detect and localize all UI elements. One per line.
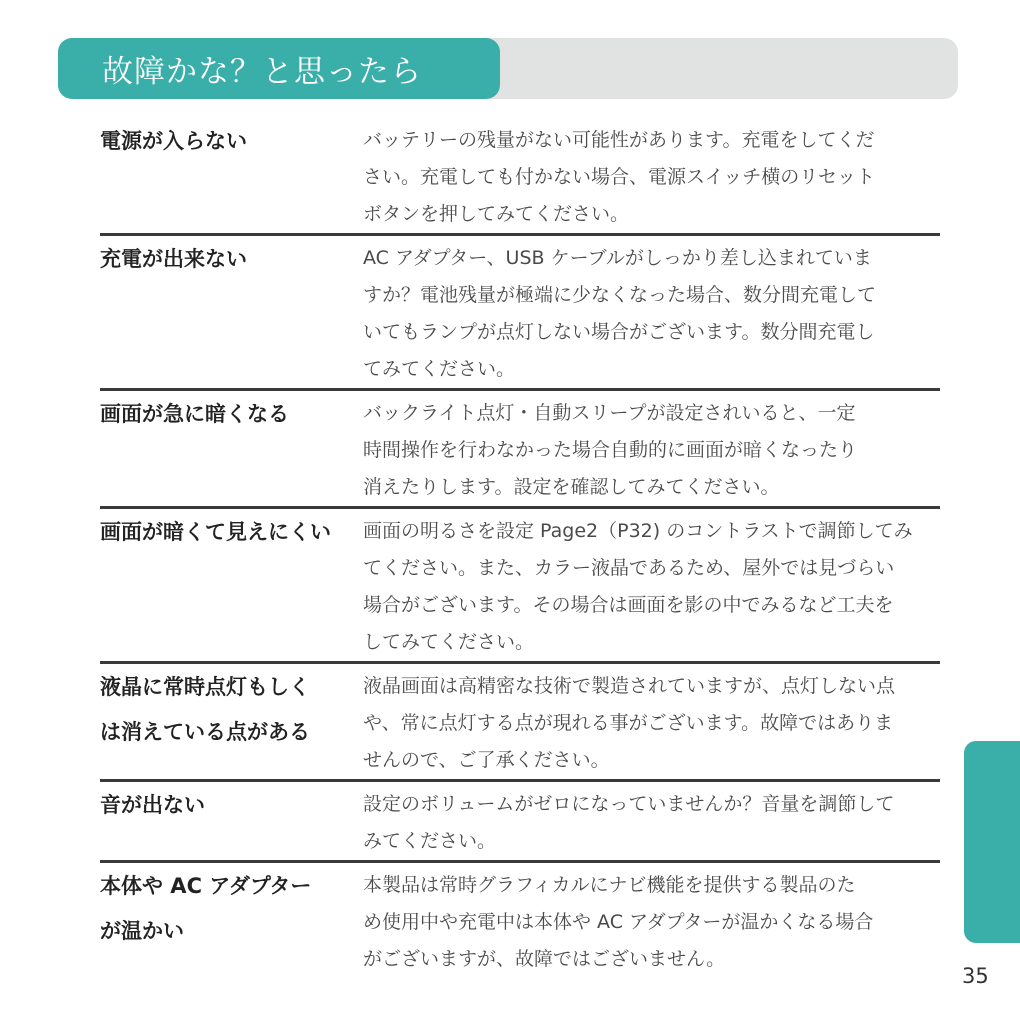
table-row bbox=[100, 782, 940, 863]
remedy-line: てみてください。 bbox=[363, 358, 516, 380]
remedy-cell bbox=[363, 118, 940, 233]
symptom-cell bbox=[100, 391, 363, 506]
remedy-line: 場合がございます。その場合は画面を影の中でみるなど工夫を bbox=[363, 594, 894, 616]
symptom-line: 電源が入らない bbox=[100, 129, 247, 153]
remedy-line: すか？電池残量が極端に少なくなった場合、数分間充電して bbox=[363, 284, 877, 306]
symptom-cell bbox=[100, 236, 363, 388]
remedy-line: みてください。 bbox=[363, 830, 497, 852]
header-tab bbox=[58, 38, 500, 99]
troubleshooting-table bbox=[100, 118, 940, 978]
symptom-line: は消えている点がある bbox=[100, 720, 310, 744]
table-row bbox=[100, 664, 940, 782]
remedy-line: 本製品は常時グラフィカルにナビ機能を提供する製品のた bbox=[363, 874, 856, 896]
remedy-line: いてもランプが点灯しない場合がございます。数分間充電し bbox=[363, 321, 875, 343]
remedy-line: 画面の明るさを設定 Page2（P32) のコントラストで調節してみ bbox=[363, 520, 913, 542]
remedy-line: してみてください。 bbox=[363, 631, 535, 653]
remedy-line: 時間操作を行わなかった場合自動的に画面が暗くなったり bbox=[363, 439, 858, 461]
page-number: 35 bbox=[962, 964, 989, 988]
remedy-line: がございますが、故障ではございません。 bbox=[363, 948, 726, 970]
remedy-line: ボタンを押してみてください。 bbox=[363, 203, 630, 225]
remedy-line: バックライト点灯・自動スリープが設定されいると、一定 bbox=[363, 402, 856, 424]
table-row bbox=[100, 863, 940, 978]
table-row bbox=[100, 509, 940, 664]
remedy-line: さい。充電しても付かない場合、電源スイッチ横のリセット bbox=[363, 166, 876, 188]
remedy-cell bbox=[363, 863, 940, 978]
symptom-line: 充電が出来ない bbox=[100, 247, 247, 271]
symptom-cell bbox=[100, 118, 363, 233]
remedy-line: 設定のボリュームがゼロになっていませんか？音量を調節して bbox=[363, 793, 895, 815]
symptom-line: 音が出ない bbox=[100, 793, 205, 817]
remedy-line: 液晶画面は高精密な技術で製造されていますが、点灯しない点 bbox=[363, 675, 896, 697]
remedy-line: 消えたりします。設定を確認してみてください。 bbox=[363, 476, 780, 498]
symptom-line: が温かい bbox=[100, 919, 184, 943]
symptom-line: 本体や AC アダプター bbox=[100, 874, 312, 898]
remedy-line: や、常に点灯する点が現れる事がございます。故障ではありま bbox=[363, 712, 894, 734]
remedy-cell bbox=[363, 391, 940, 506]
remedy-cell bbox=[363, 236, 940, 388]
symptom-cell bbox=[100, 664, 363, 779]
remedy-cell bbox=[363, 664, 940, 779]
symptom-line: 液晶に常時点灯もしく bbox=[100, 675, 310, 699]
symptom-cell bbox=[100, 782, 363, 860]
remedy-line: せんので、ご了承ください。 bbox=[363, 749, 610, 771]
remedy-cell bbox=[363, 782, 940, 860]
symptom-cell bbox=[100, 863, 363, 978]
remedy-line: AC アダプター、USB ケーブルがしっかり差し込まれていま bbox=[363, 247, 872, 269]
symptom-line: 画面が暗くて見えにくい bbox=[100, 520, 331, 544]
table-row bbox=[100, 118, 940, 236]
remedy-line: てください。また、カラー液晶であるため、屋外では見づらい bbox=[363, 557, 895, 579]
symptom-line: 画面が急に暗くなる bbox=[100, 402, 289, 426]
section-index-tab bbox=[964, 741, 1020, 943]
remedy-cell bbox=[363, 509, 940, 661]
page-title: 故障かな？と思ったら bbox=[102, 54, 422, 90]
remedy-line: バッテリーの残量がない可能性があります。充電をしてくだ bbox=[363, 129, 875, 151]
remedy-line: め使用中や充電中は本体や AC アダプターが温かくなる場合 bbox=[363, 911, 874, 933]
table-row bbox=[100, 236, 940, 391]
symptom-cell bbox=[100, 509, 363, 661]
table-row bbox=[100, 391, 940, 509]
